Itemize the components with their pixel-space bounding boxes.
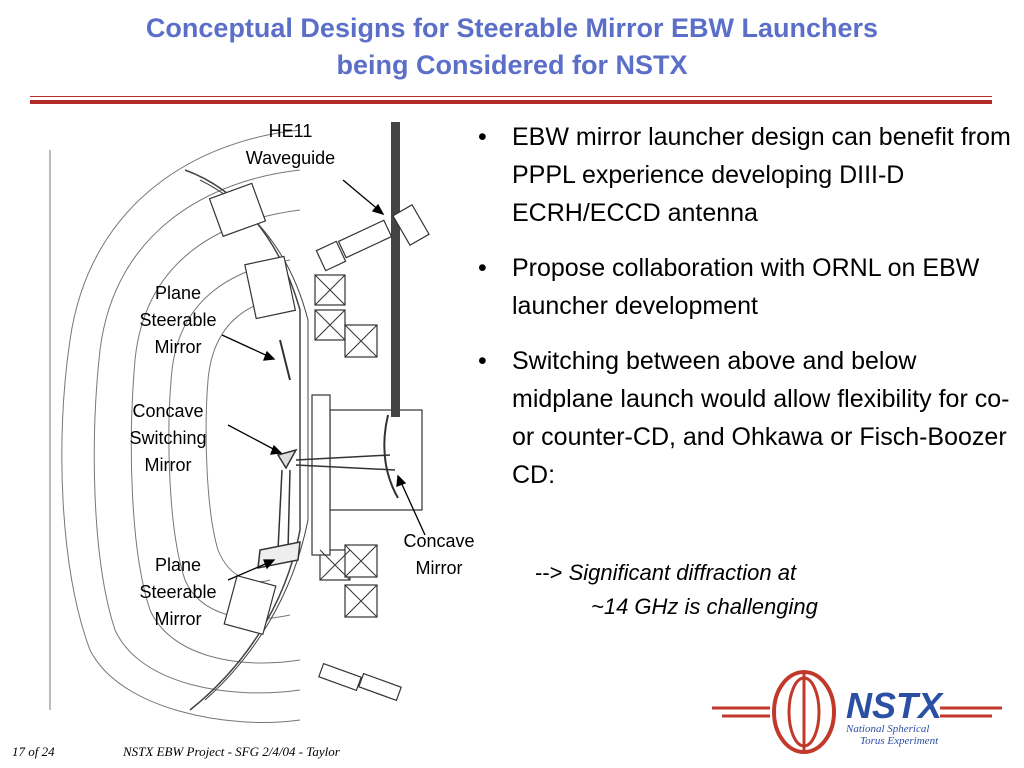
bullet-marker: • [478, 254, 487, 282]
bullet-list [470, 118, 1015, 511]
logo-sub-line1: National Spherical [846, 723, 930, 735]
label-concave-mirror: Concave Mirror [403, 531, 475, 578]
slide-title [0, 10, 1024, 84]
bullet-text: EBW mirror launcher design can benefit from PPPL experience developing DIII-D ECRH/ECCD antenna [512, 123, 1011, 227]
bullet-item [470, 118, 1015, 232]
bullet-text: Switching between above and below midplane launch would allow flexibility for co- or counter-CD, and Ohkawa or Fisch-Boozer CD: [512, 347, 1010, 489]
label-he11-waveguide: HE11 Waveguide [245, 121, 336, 168]
subnote [535, 556, 818, 624]
label-concave-switching-mirror: Concave Switching Mirror [129, 401, 207, 475]
bullet-marker: • [478, 347, 487, 375]
subnote-line1: Significant diffraction at [568, 560, 797, 585]
bullet-item [470, 249, 1015, 325]
slide-title-line2: being Considered for NSTX [336, 50, 688, 80]
bullet-item [470, 342, 1015, 494]
bullet-text: Propose collaboration with ORNL on EBW launcher development [512, 254, 980, 320]
logo-sub-line2: Torus Experiment [860, 735, 939, 747]
subnote-arrow: --> [535, 560, 563, 585]
label-plane-steerable-mirror-bottom: Plane Steerable Mirror [139, 555, 217, 629]
logo-nstx-text: NSTX [846, 685, 943, 726]
launcher-diagram [0, 110, 470, 730]
footer-page-number: 17 of 24 [12, 744, 55, 759]
waveguide-bar [391, 122, 400, 417]
title-rule-thin [30, 96, 992, 97]
label-plane-steerable-mirror-top: Plane Steerable Mirror [139, 283, 217, 357]
nstx-logo [712, 670, 1002, 756]
slide-title-line1: Conceptual Designs for Steerable Mirror EBW Launchers [145, 13, 879, 43]
title-rule-thick [30, 100, 992, 104]
bullet-marker: • [478, 123, 487, 151]
subnote-line2: ~14 GHz is challenging [591, 594, 818, 619]
footer-project: NSTX EBW Project - SFG 2/4/04 - Taylor [123, 744, 340, 759]
